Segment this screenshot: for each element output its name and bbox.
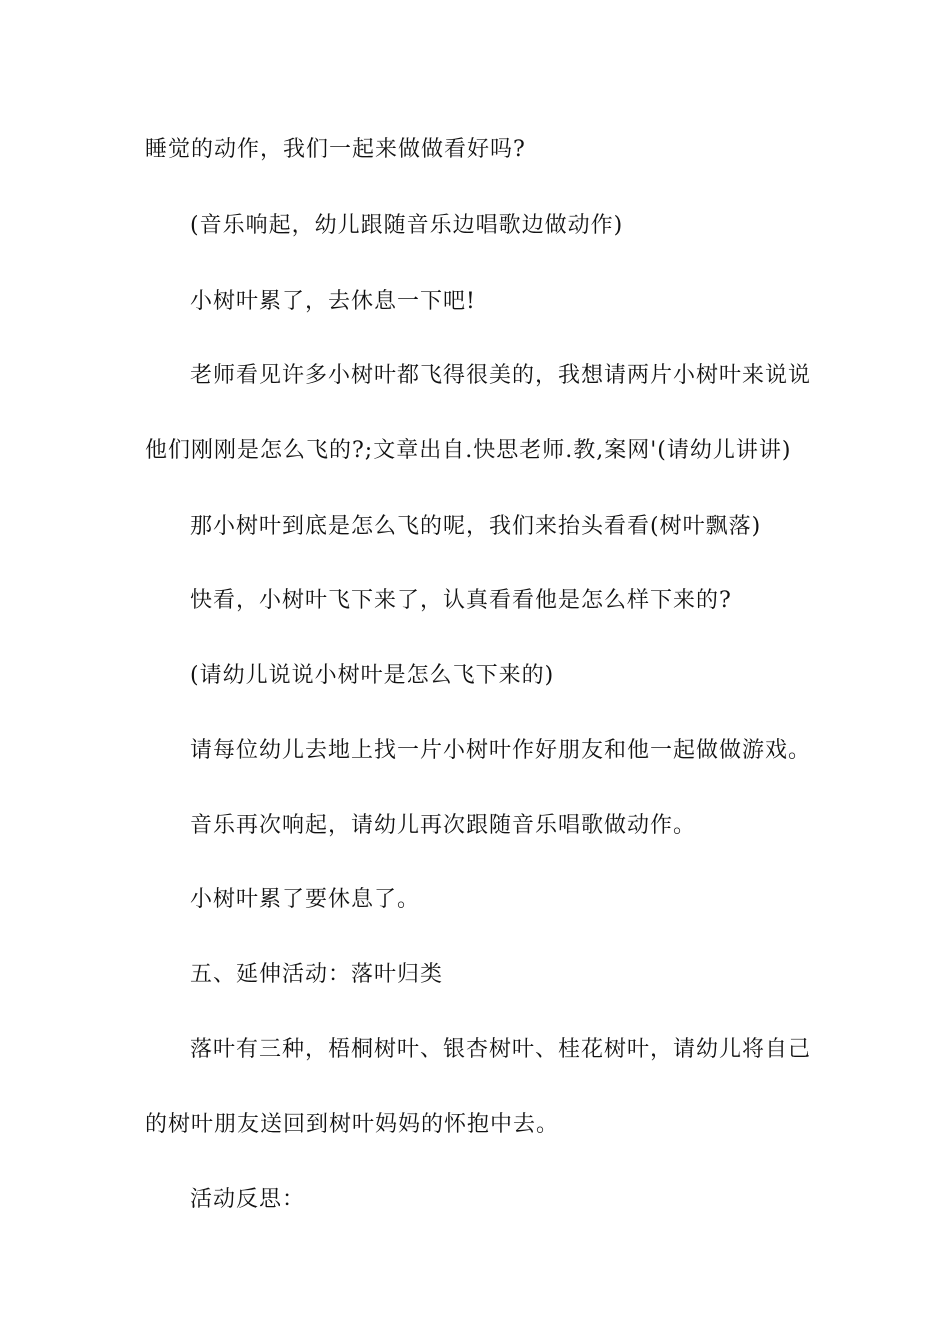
text-line: 的树叶朋友送回到树叶妈妈的怀抱中去。 bbox=[145, 1112, 560, 1137]
text-line: 老师看见许多小树叶都飞得很美的，我想请两片小树叶来说说 bbox=[190, 363, 812, 388]
text-line: 他们刚刚是怎么飞的?;文章出自.快思老师.教,案网'(请幼儿讲讲) bbox=[145, 438, 792, 463]
text-line: (请幼儿说说小树叶是怎么飞下来的) bbox=[190, 663, 555, 688]
text-line: 小树叶累了，去休息一下吧! bbox=[190, 289, 476, 314]
text-line: 请每位幼儿去地上找一片小树叶作好朋友和他一起做做游戏。 bbox=[190, 738, 812, 763]
text-line: 快看，小树叶飞下来了，认真看看他是怎么样下来的? bbox=[190, 588, 732, 613]
text-line: 睡觉的动作，我们一起来做做看好吗? bbox=[145, 137, 526, 162]
section-heading: 五、延伸活动：落叶归类 bbox=[190, 962, 444, 987]
text-line: 音乐再次响起，请幼儿再次跟随音乐唱歌做动作。 bbox=[190, 813, 697, 838]
text-line: 活动反思： bbox=[190, 1187, 306, 1212]
text-line: 落叶有三种，梧桐树叶、银杏树叶、桂花树叶，请幼儿将自己 bbox=[190, 1037, 812, 1062]
text-line: (音乐响起，幼儿跟随音乐边唱歌边做动作) bbox=[190, 213, 624, 238]
text-line: 小树叶累了要休息了。 bbox=[190, 887, 421, 912]
text-line: 那小树叶到底是怎么飞的呢，我们来抬头看看(树叶飘落) bbox=[190, 514, 762, 539]
